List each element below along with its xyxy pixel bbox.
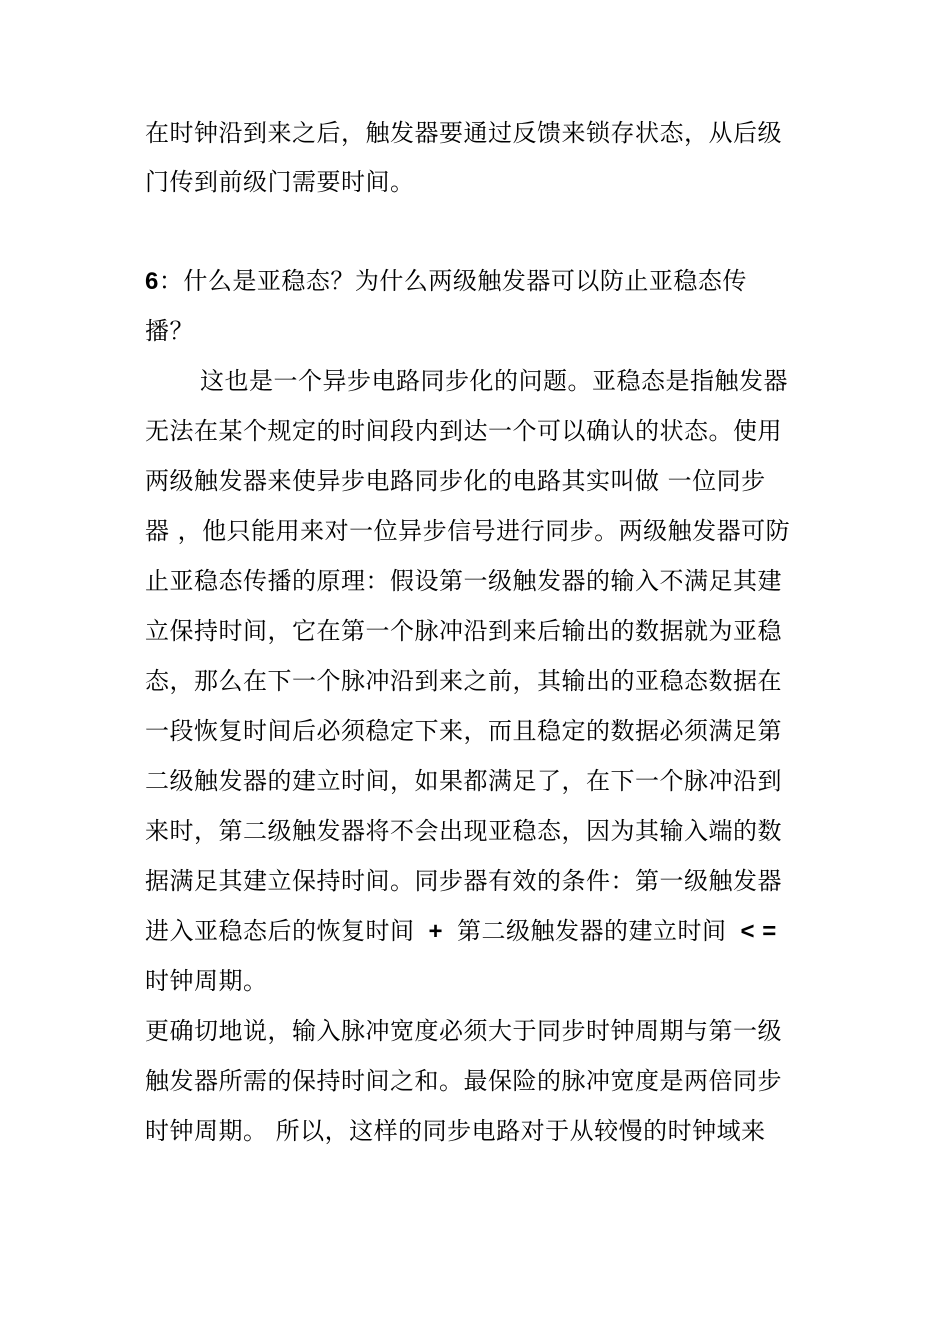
- text-line: 立保持时间，它在第一个脉冲沿到来后输出的数据就为亚稳: [145, 617, 782, 645]
- text-line: 无法在某个规定的时间段内到达一个可以确认的状态。使用: [145, 417, 782, 445]
- text-line: 门传到前级门需要时间。: [145, 168, 415, 196]
- question-text: ：什么是亚稳态？为什么两级触发器可以防止亚稳态传: [158, 267, 747, 295]
- text-line: 时钟周期。 所以，这样的同步电路对于从较慢的时钟域来: [145, 1117, 766, 1145]
- text-line: 止亚稳态传播的原理：假设第一级触发器的输入不满足其建: [145, 567, 782, 595]
- condition-line: [145, 916, 825, 946]
- plus-sign: +: [428, 918, 444, 945]
- text-line: 据满足其建立保持时间。同步器有效的条件：第一级触发器: [145, 867, 782, 895]
- condition-part-2: 第二级触发器的建立时间: [457, 917, 727, 945]
- text-line: 态，那么在下一个脉冲沿到来之前，其输出的亚稳态数据在: [145, 667, 782, 695]
- text-line: 来时，第二级触发器将不会出现亚稳态，因为其输入端的数: [145, 817, 782, 845]
- text-line: 在时钟沿到来之后，触发器要通过反馈来锁存状态，从后级: [145, 119, 782, 147]
- text-line: 一段恢复时间后必须稳定下来，而且稳定的数据必须满足第: [145, 717, 782, 745]
- paragraph-first-line: 这也是一个异步电路同步化的问题。亚稳态是指触发器: [200, 367, 788, 395]
- question-heading: [145, 266, 825, 296]
- text-line: 二级触发器的建立时间，如果都满足了，在下一个脉冲沿到: [145, 767, 782, 795]
- le-sign: < =: [740, 918, 777, 945]
- text-line: 两级触发器来使异步电路同步化的电路其实叫做 一位同步: [145, 467, 766, 495]
- question-heading-cont: 播？: [145, 317, 194, 345]
- text-line: 更确切地说，输入脉冲宽度必须大于同步时钟周期与第一级: [145, 1017, 782, 1045]
- text-line: 器 ，他只能用来对一位异步信号进行同步。两级触发器可防: [145, 517, 791, 545]
- text-line: 时钟周期。: [145, 967, 268, 995]
- text-line: 触发器所需的保持时间之和。最保险的脉冲宽度是两倍同步: [145, 1067, 782, 1095]
- condition-part-1: 进入亚稳态后的恢复时间: [145, 917, 415, 945]
- question-number: 6: [145, 268, 159, 295]
